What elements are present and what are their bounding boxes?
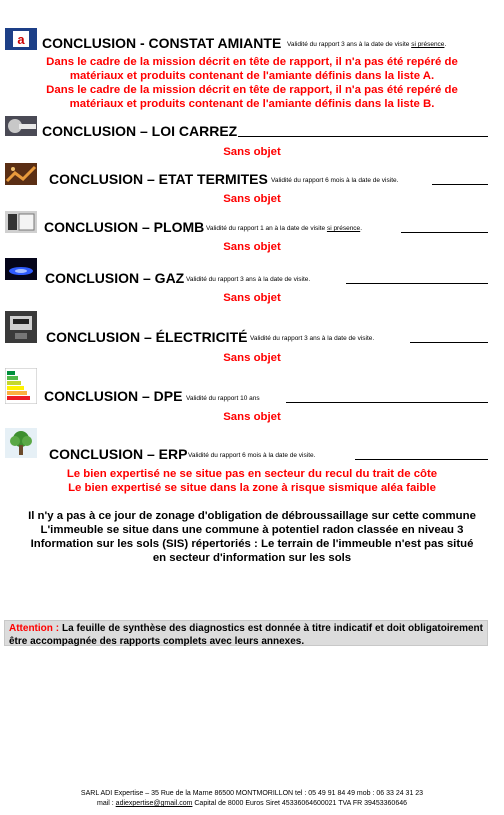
- erp-title: CONCLUSION – ERP: [49, 446, 188, 462]
- electricite-title: CONCLUSION – ÉLECTRICITÉ: [46, 329, 248, 345]
- tree-icon: [5, 428, 37, 458]
- svg-text:a: a: [17, 32, 25, 47]
- dpe-title: CONCLUSION – DPE: [44, 388, 183, 404]
- dpe-validity: Validité du rapport 10 ans: [186, 395, 260, 402]
- attention-label: Attention :: [9, 623, 60, 634]
- amiante-title: CONCLUSION - CONSTAT AMIANTE: [42, 35, 282, 51]
- plomb-validity: Validité du rapport 1 an à la date de visite si présence.: [206, 225, 362, 232]
- termites-title: CONCLUSION – ETAT TERMITES: [49, 171, 268, 187]
- dpe-result: Sans objet: [223, 411, 281, 423]
- attention-text: La feuille de synthèse des diagnostics est donnée à titre indicatif et doit obligatoirement être accompagnée des rapports complets avec leurs annexes.: [9, 623, 483, 647]
- footer: SARL ADI Expertise – 35 Rue de la Marne 86500 MONTMORILLON tel : 05 49 91 84 49 mob : 06 33 24 31 23 mail : adiexpertise@gmail.com Capital de 8000 Euros Siret 45336064600021 TVA FR 39453360646: [80, 790, 424, 807]
- asbestos-logo-icon: [5, 28, 37, 54]
- erp-rule: [355, 459, 488, 460]
- erp-validity: Validité du rapport 6 mois à la date de visite.: [188, 452, 316, 459]
- measuring-tape-icon: [5, 116, 37, 142]
- electric-meter-icon: [5, 311, 37, 343]
- energy-label-icon: [5, 368, 37, 404]
- termites-result: Sans objet: [223, 193, 281, 205]
- attention-box: [4, 620, 488, 646]
- termites-photo-icon: [5, 163, 37, 189]
- info-block: Il n'y a pas à ce jour de zonage d'obligation de débroussaillage sur cette commune L'immeuble se situe dans une commune à potentiel radon classée en niveau 3 Information sur les sols (SIS) répertoriés : Le terrain de l'immeuble n'est pas situé en secteur d'information sur les sols: [28, 510, 476, 564]
- gaz-title: CONCLUSION – GAZ: [45, 270, 185, 286]
- lead-meter-icon: [5, 211, 37, 237]
- plomb-rule: [401, 232, 488, 233]
- plomb-result: Sans objet: [223, 241, 281, 253]
- dpe-rule: [286, 402, 488, 403]
- termites-validity: Validité du rapport 6 mois à la date de visite.: [271, 177, 399, 184]
- gaz-rule: [346, 283, 488, 284]
- amiante-validity: Validité du rapport 3 ans à la date de visite si présence.: [287, 41, 447, 48]
- plomb-title: CONCLUSION – PLOMB: [44, 219, 205, 235]
- gaz-validity: Validité du rapport 3 ans à la date de visite.: [186, 276, 311, 283]
- erp-result: Le bien expertisé ne se situe pas en secteur du recul du trait de côte Le bien expertisé se situe dans la zone à risque sismique aléa faible: [66, 468, 438, 494]
- termites-rule: [432, 184, 488, 185]
- amiante-result: Dans le cadre de la mission décrit en tête de rapport, il n'a pas été repéré de matériaux et produits contenant de l'amiante définis dans la liste A. Dans le cadre de la mission décrit en tête de rapport, il n'a pas été repéré de matériaux et produits contenant de l'amiante définis dans la liste B.: [46, 56, 458, 110]
- gas-flame-icon: [5, 258, 37, 284]
- electricite-rule: [410, 342, 488, 343]
- electricite-validity: Validité du rapport 3 ans à la date de visite.: [250, 335, 375, 342]
- gaz-result: Sans objet: [223, 292, 281, 304]
- amiante-validity-link[interactable]: si présence: [411, 41, 445, 48]
- footer-email-link[interactable]: adiexpertise@gmail.com: [115, 800, 193, 807]
- carrez-result: Sans objet: [223, 146, 281, 158]
- electricite-result: Sans objet: [223, 352, 281, 364]
- plomb-validity-link[interactable]: si présence: [326, 225, 361, 232]
- carrez-rule: [238, 136, 488, 137]
- carrez-title: CONCLUSION – LOI CARREZ: [42, 123, 238, 139]
